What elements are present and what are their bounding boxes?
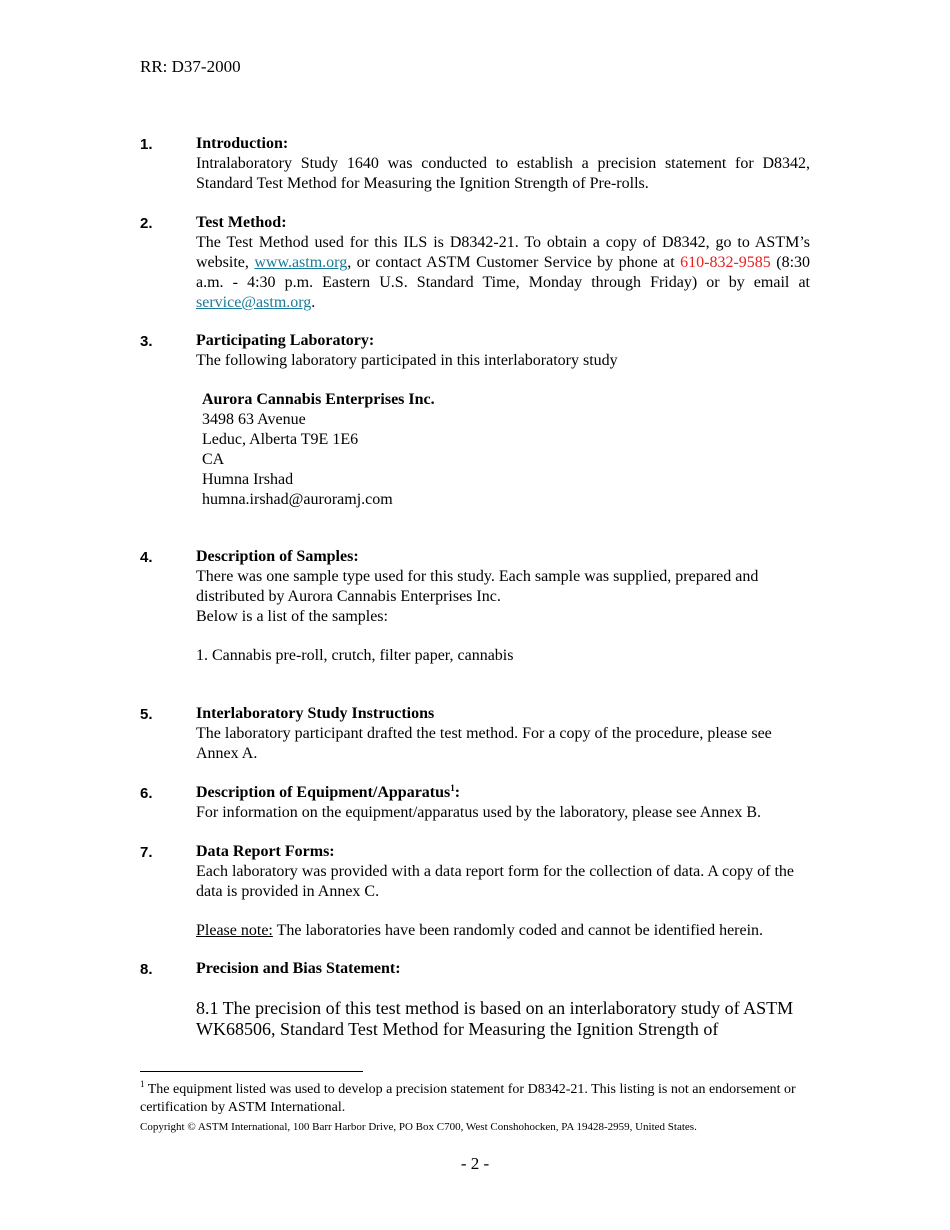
footnote-ref: 1 — [450, 783, 455, 793]
section-participating-laboratory — [196, 331, 810, 371]
astm-website-link[interactable]: www.astm.org — [254, 254, 348, 271]
section-number-5: 5. — [140, 706, 153, 723]
section-number-3: 3. — [140, 333, 153, 350]
page-header: RR: D37-2000 — [140, 57, 241, 76]
section-precision-bias — [196, 959, 810, 1040]
title-suffix: : — [454, 784, 461, 801]
section-body: Intralaboratory Study 1640 was conducted to establish a precision statement for D8342, Standard Test Method for Measuring the Ignition Strength of Pre-rolls. — [196, 155, 810, 192]
body-text: The Test Method used for this ILS is D8342-21. To obtain a copy of D8342, go to ASTM’s website, — [196, 234, 810, 271]
section-ils-instructions — [196, 704, 810, 764]
section-number-7: 7. — [140, 844, 153, 861]
sample-list-item: 1. Cannabis pre-roll, crutch, filter paper, cannabis — [196, 647, 514, 664]
section-body: 8.1 The precision of this test method is based on an interlaboratory study of ASTM WK68506, Standard Test Method for Measuring the Ignition Strength of — [196, 998, 794, 1039]
section-title: Test Method: — [196, 214, 287, 231]
section-body: The laboratory participant drafted the test method. For a copy of the procedure, please see Annex A. — [196, 725, 772, 762]
section-body: The following laboratory participated in this interlaboratory study — [196, 352, 618, 369]
body-text: . — [311, 294, 316, 311]
section-test-method — [196, 213, 810, 313]
section-data-report-forms — [196, 842, 810, 941]
footnote-marker: 1 — [140, 1079, 145, 1089]
phone-number: 610-832-9585 — [680, 254, 771, 271]
section-number-6: 6. — [140, 785, 153, 802]
section-number-8: 8. — [140, 961, 153, 978]
lab-country: CA — [202, 451, 225, 468]
lab-name: Aurora Cannabis Enterprises Inc. — [202, 391, 435, 408]
body-text: (8:30 a.m. - 4:30 p.m. Eastern U.S. Standard Time, Monday through Friday) or by email at — [196, 254, 811, 291]
footnote — [140, 1081, 800, 1117]
section-title: Description of Samples: — [196, 548, 359, 565]
section-body: Below is a list of the samples: — [196, 608, 388, 625]
section-number-2: 2. — [140, 215, 153, 232]
section-title: Participating Laboratory: — [196, 332, 375, 349]
section-introduction — [196, 134, 810, 194]
section-body — [196, 233, 810, 313]
section-body: There was one sample type used for this study. Each sample was supplied, prepared and distributed by Aurora Cannabis Enterprises Inc. — [196, 568, 759, 605]
section-number-1: 1. — [140, 136, 153, 153]
note-text: The laboratories have been randomly coded and cannot be identified herein. — [272, 922, 764, 939]
note-label: Please note: — [196, 922, 273, 939]
section-title: Interlaboratory Study Instructions — [196, 705, 435, 722]
footnote-text: The equipment listed was used to develop a precision statement for D8342-21. This listing is not an endorsement or certification by ASTM International. — [140, 1082, 796, 1115]
section-title: Data Report Forms: — [196, 843, 335, 860]
lab-street: 3498 63 Avenue — [202, 411, 306, 428]
title-text: Description of Equipment/Apparatus — [196, 784, 451, 801]
section-description-of-samples — [196, 547, 810, 666]
section-number-4: 4. — [140, 549, 153, 566]
lab-email: humna.irshad@auroramj.com — [202, 491, 393, 508]
section-title: Precision and Bias Statement: — [196, 960, 401, 977]
section-body: Each laboratory was provided with a data report form for the collection of data. A copy of the data is provided in Annex C. — [196, 863, 795, 900]
service-email-link[interactable]: service@astm.org — [196, 294, 312, 311]
copyright-notice: Copyright © ASTM International, 100 Barr Harbor Drive, PO Box C700, West Conshohocken, PA 19428-2959, United States. — [140, 1121, 697, 1133]
note — [196, 921, 810, 941]
section-body: For information on the equipment/apparatus used by the laboratory, please see Annex B. — [196, 804, 762, 821]
laboratory-address — [202, 390, 435, 510]
lab-city: Leduc, Alberta T9E 1E6 — [202, 431, 359, 448]
section-equipment — [196, 783, 810, 823]
page-number: - 2 - — [460, 1154, 490, 1173]
section-title: Introduction: — [196, 135, 289, 152]
body-text: , or contact ASTM Customer Service by phone at — [347, 254, 681, 271]
lab-contact: Humna Irshad — [202, 471, 294, 488]
footnote-separator — [140, 1071, 363, 1072]
section-title — [196, 783, 810, 803]
